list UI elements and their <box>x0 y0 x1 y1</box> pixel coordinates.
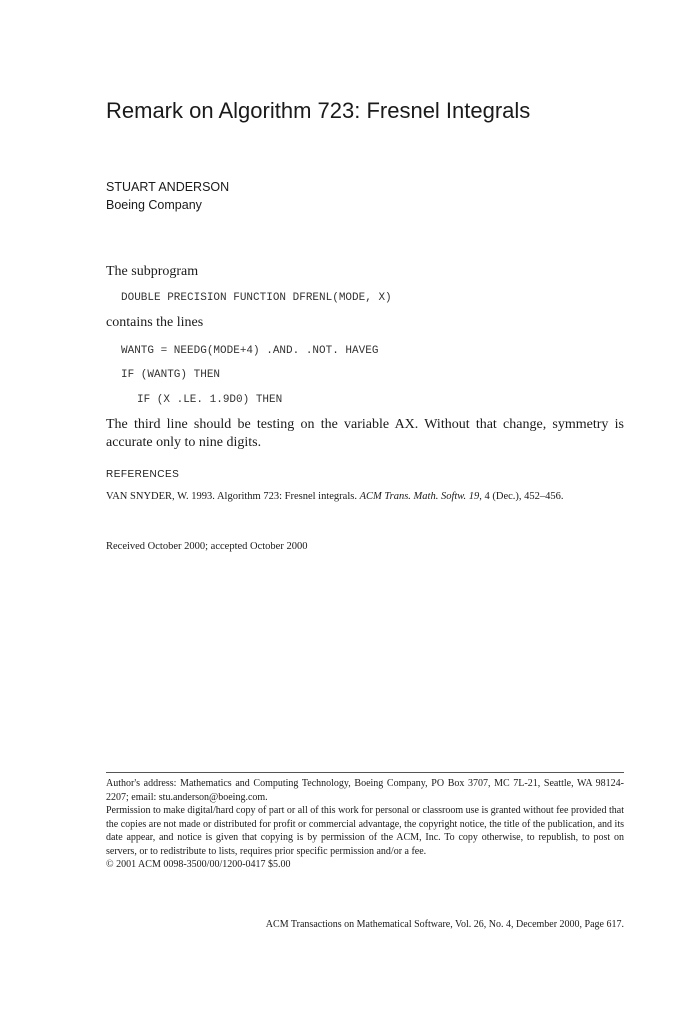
footnote-block <box>106 777 624 872</box>
journal-footer: ACM Transactions on Mathematical Software, Vol. 26, No. 4, December 2000, Page 617. <box>265 919 624 930</box>
reference-item <box>106 489 638 505</box>
references-heading: REFERENCES <box>106 469 180 480</box>
footnote-rule <box>106 772 624 773</box>
reference-details: 4 (Dec.), 452–456. <box>484 491 564 502</box>
author-affiliation: Boeing Company <box>106 198 202 212</box>
code-line-3: IF (WANTG) THEN <box>121 369 221 381</box>
paragraph-remark: The third line should be testing on the variable AX. Without that change, symmetry is accurate only to nine digits. <box>106 417 624 450</box>
reference-journal: ACM Trans. Math. Softw. 19, <box>359 491 482 502</box>
code-line-2: WANTG = NEEDG(MODE+4) .AND. .NOT. HAVEG <box>121 345 379 357</box>
code-line-4: IF (X .LE. 1.9D0) THEN <box>137 394 283 406</box>
reference-authors: VAN SNYDER, W. 1993. <box>106 491 215 502</box>
author-address: Author's address: Mathematics and Computing Technology, Boeing Company, PO Box 3707, MC 7L-21, Seattle, WA 98124-2207; email: stu.anderson@boeing.com. <box>106 778 624 803</box>
code-line-1: DOUBLE PRECISION FUNCTION DFRENL(MODE, X) <box>121 292 392 304</box>
paragraph-contains: contains the lines <box>106 315 204 330</box>
permission-notice: Permission to make digital/hard copy of part or all of this work for personal or classroom use is granted without fee provided that the copies are not made or distributed for profit or commercial advantage, the copyright notice, the title of the publication, and its date appear, and notice is given that copying is by permission of the ACM, Inc. To copy otherwise, to republish, to post on servers, or to redistribute to lists, requires prior specific permission and/or a fee. <box>106 805 624 857</box>
reference-title: Algorithm 723: Fresnel integrals. <box>216 491 357 502</box>
copyright-line: © 2001 ACM 0098-3500/00/1200-0417 $5.00 <box>106 859 291 870</box>
paragraph-subprogram: The subprogram <box>106 264 199 279</box>
paper-title: Remark on Algorithm 723: Fresnel Integrals <box>106 98 531 123</box>
author-block <box>106 178 229 214</box>
received-dates: Received October 2000; accepted October 2000 <box>106 541 308 552</box>
author-name: STUART ANDERSON <box>106 180 230 194</box>
